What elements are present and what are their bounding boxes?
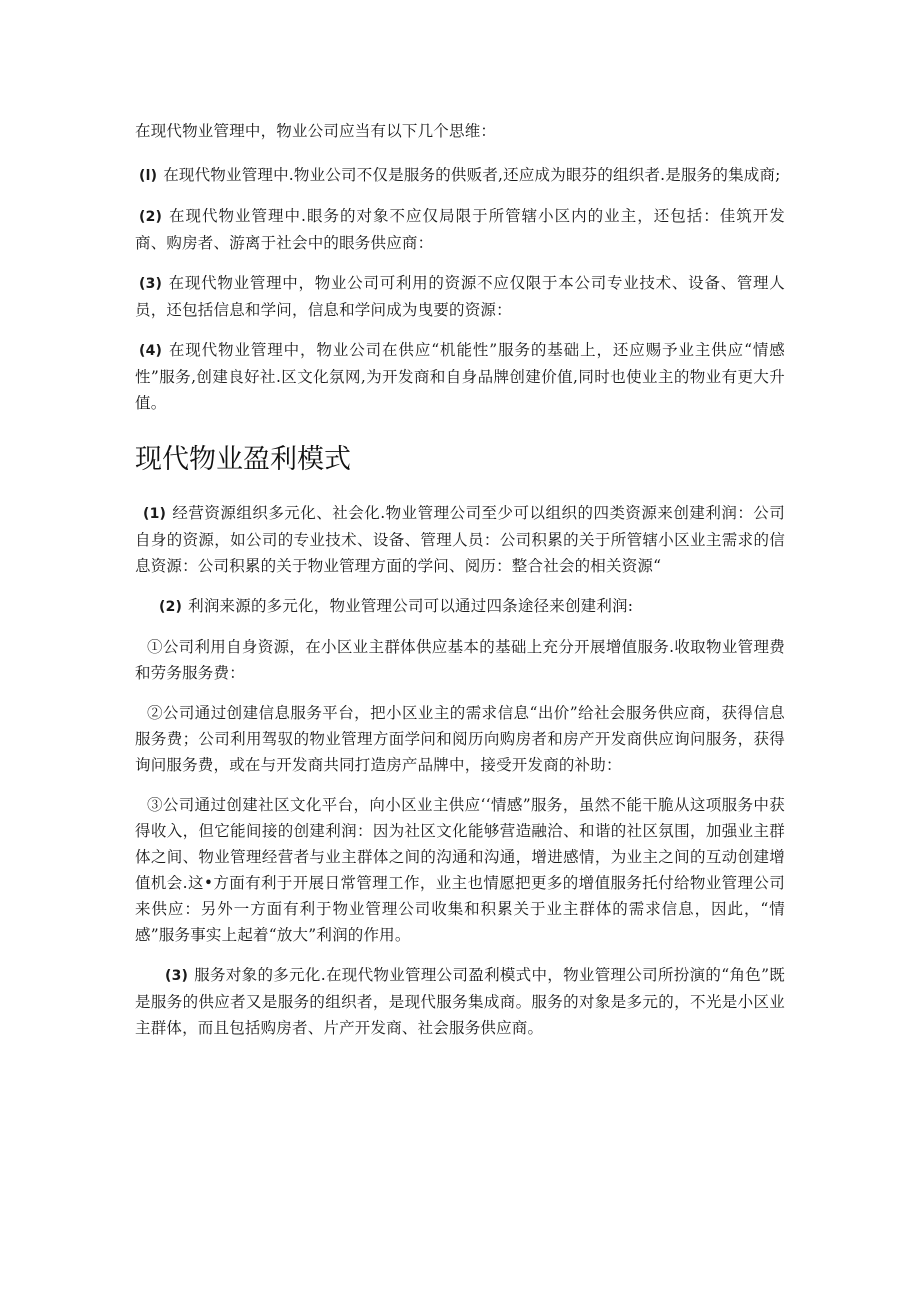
item-number: (3)	[165, 968, 189, 984]
profit-sub-item-3: ③公司通过创建社区文化平台，向小区业主供应‘‘情感”服务，虽然不能干脆从这项服务中获得收入，但它能间接的创建利润：因为社区文化能够营造融洽、和谐的社区氛围，加强业主群体之间、物业管理经营者与业主群体之间的沟通和沟通，增进感情，为业主之间的互动创建增值机会.这•方面有利于开展日常管理工作，业主也情愿把更多的增值服务托付给物业管理公司来供应：另外一方面有利于物业管理公司收集和积累关于业主群体的需求信息，因此，“情感”服务事实上起着“放大”利润的作用。	[135, 796, 785, 944]
thinking-item-2	[135, 203, 785, 256]
profit-item-2	[135, 593, 785, 620]
thinking-item-3	[135, 270, 785, 323]
section-title: 现代物业盈利模式	[135, 444, 351, 475]
item-number: (2)	[159, 599, 183, 615]
item-number: (2)	[139, 209, 163, 225]
item-text: 在现代物业管理中，物业公司可利用的资源不应仅限于本公司专业技术、设备、管理人员，还包括信息和学问，信息和学问成为曳要的资源：	[135, 274, 785, 319]
profit-sub-item-1: ①公司利用自身资源，在小区业主群体供应基本的基础上充分开展增值服务.收取物业管理费和劳务服务费：	[135, 638, 785, 682]
item-text: 服务对象的多元化.在现代物业管理公司盈利模式中，物业管理公司所扮演的“角色”既是服务的供应者又是服务的组织者，是现代服务集成商。服务的对象是多元的，不光是小区业主群体，而且包括购房者、片产开发商、社会服务供应商。	[135, 966, 785, 1037]
item-text: 在现代物业管理中，物业公司在供应“机能性”服务的基础上，还应赐予业主供应“情感性”服务,创建良好社.区文化氛网,为开发商和自身品牌创建价值,同时也使业主的物业有更大升值。	[135, 341, 785, 412]
item-number: (l)	[139, 168, 158, 184]
item-text: 经营资源组织多元化、社会化.物业管理公司至少可以组织的四类资源来创建利润：公司自身的资源，如公司的专业技术、设备、管理人员：公司积累的关于所管辖小区业主需求的信息资源：公司积累的关于物业管理方面的学问、阅历：整合社会的相关资源“	[135, 504, 785, 575]
document-page	[135, 118, 785, 1055]
item-number: (3)	[139, 276, 163, 292]
profit-item-1	[135, 500, 785, 579]
profit-item-3	[135, 962, 785, 1041]
thinking-item-4	[135, 337, 785, 416]
item-text: 在现代物业管理中.物业公司不仅是服务的供贩者,还应成为眼芬的组织者.是服务的集成商;	[163, 166, 781, 184]
item-text: 利润来源的多元化，物业管理公司可以通过四条途径来创建利润:	[188, 597, 634, 615]
thinking-item-1	[135, 162, 785, 189]
profit-sub-item-2: ②公司通过创建信息服务平台，把小区业主的需求信息“出价”给社会服务供应商，获得信息服务费；公司利用驾驭的物业管理方面学问和阅历向购房者和房产开发商供应询问服务，获得询问服务费，或在与开发商共同打造房产品牌中，接受开发商的补助：	[135, 704, 785, 774]
item-number: (4)	[139, 343, 163, 359]
item-number: (1)	[143, 506, 167, 522]
item-text: 在现代物业管理中.眼务的对象不应仅局限于所管辖小区内的业主，还包括：佳筑开发商、购房者、游离于社会中的眼务供应商：	[135, 207, 785, 252]
intro-paragraph: 在现代物业管理中，物业公司应当有以下几个思维：	[135, 122, 497, 140]
